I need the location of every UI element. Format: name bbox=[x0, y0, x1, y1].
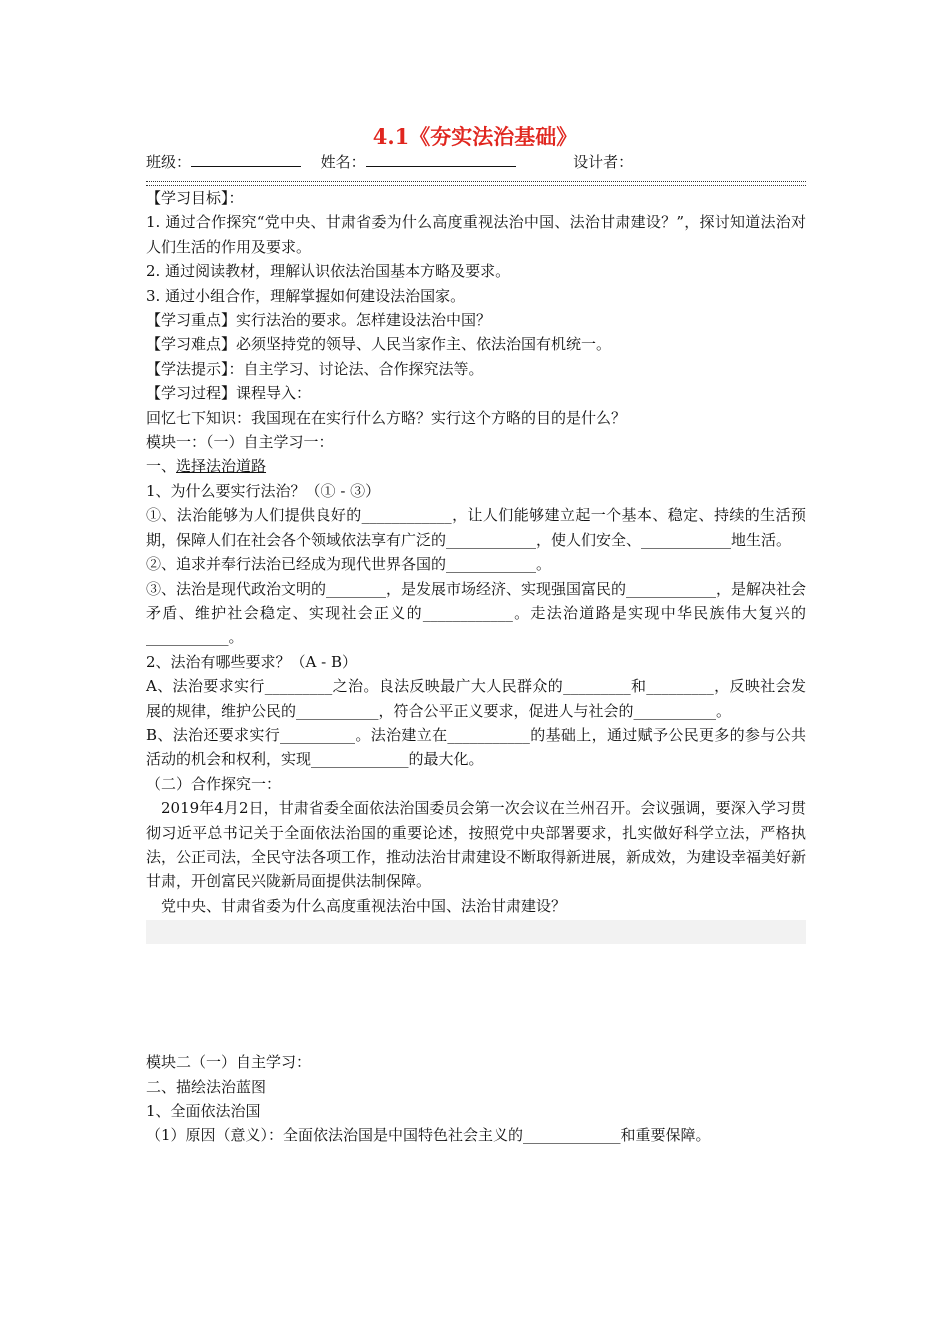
name-label: 姓名： bbox=[320, 153, 366, 171]
section-title: 二、描绘法治蓝图 bbox=[146, 1077, 267, 1096]
designer-label: 设计者： bbox=[573, 153, 634, 171]
paragraph: 【学法提示】：自主学习、讨论法、合作探究法等。 bbox=[146, 359, 484, 378]
fill-in-paragraph: B、法治还要求实行__________。法治建立在___________的基础上，通过赋予公民更多的参与公共活动的机会和权利，实现_____________的最大化。 bbox=[146, 725, 806, 769]
case-paragraph: 2019年4月2日，甘肃省委全面依法治国委员会第一次会议在兰州召开。会议强调，要深入学习贯彻习近平总书记关于全面依法治国的重要论述，按照党中央部署要求，扎实做好科学立法，严格执法，公正司法，全民守法各项工作，推动法治甘肃建设不断取得新进展，新成效，为建设幸福美好新甘肃，开创富民兴陇新局面提供法制保障。 bbox=[146, 799, 807, 891]
question: 1、为什么要实行法治？（① - ③） bbox=[146, 481, 381, 500]
blank-space bbox=[146, 944, 806, 1050]
section-number: 一、 bbox=[146, 457, 177, 476]
name-blank[interactable] bbox=[366, 152, 516, 167]
discussion-question: 党中央、甘肃省委为什么高度重视法治中国、法治甘肃建设？ bbox=[161, 896, 567, 915]
question: 2、法治有哪些要求？（A - B） bbox=[146, 652, 358, 671]
paragraph: 1. 通过合作探究“党中央、甘肃省委为什么高度重视法治中国、法治甘肃建设？”，探讨知道法治对人们生活的作用及要求。 bbox=[146, 213, 806, 256]
section-title bbox=[146, 454, 806, 478]
answer-area[interactable] bbox=[146, 920, 806, 944]
subsection-heading: 1、全面依法治国 bbox=[146, 1102, 261, 1120]
class-label: 班级： bbox=[146, 153, 192, 171]
fill-in-paragraph: （1）原因（意义）：全面依法治国是中国特色社会主义的_____________和重要保障。 bbox=[146, 1126, 711, 1145]
document-body bbox=[146, 186, 806, 1148]
class-blank[interactable] bbox=[191, 152, 301, 167]
header-fields bbox=[146, 152, 806, 172]
paragraph: 【学习过程】课程导入： bbox=[146, 384, 312, 403]
paragraph: 【学习重点】实行法治的要求。怎样建设法治中国？ bbox=[146, 311, 492, 330]
paragraph: 回忆七下知识：我国现在在实行什么方略？实行这个方略的目的是什么？ bbox=[146, 408, 627, 427]
paragraph: 【学习难点】必须坚持党的领导、人民当家作主、依法治国有机统一。 bbox=[146, 335, 612, 354]
fill-in-paragraph: ②、追求并奉行法治已经成为现代世界各国的____________。 bbox=[146, 555, 552, 574]
paragraph: 3. 通过小组合作，理解掌握如何建设法治国家。 bbox=[146, 286, 466, 305]
subsection-heading: （二）合作探究一： bbox=[146, 774, 282, 793]
section-heading: 【学习目标】： bbox=[146, 189, 244, 207]
paragraph: 2. 通过阅读教材，理解认识依法治国基本方略及要求。 bbox=[146, 262, 511, 281]
section-title-text: 选择法治道路 bbox=[176, 457, 267, 476]
fill-in-paragraph: ③、法治是现代政治文明的________，是发展市场经济、实现强国富民的____________，是解决社会矛盾、维护社会稳定、实现社会正义的____________。走法治道路是实现中华民族伟大复兴的___________。 bbox=[146, 579, 807, 647]
fill-in-paragraph: A、法治要求实行_________之治。良法反映最广大人民群众的_________和_________，反映社会发展的规律，维护公民的___________，符合公平正义要求，促进人与社会的___________。 bbox=[146, 677, 806, 720]
module-heading: 模块一：（一）自主学习一： bbox=[146, 433, 334, 452]
fill-in-paragraph: ①、法治能够为人们提供良好的____________，让人们能够建立起一个基本、稳定、持续的生活预期，保障人们在社会各个领域依法享有广泛的____________，使人们安全、____________地生活。 bbox=[146, 506, 806, 549]
module-heading: 模块二（一）自主学习： bbox=[146, 1053, 312, 1072]
document-title: 4.1《夯实法治基础》 bbox=[372, 124, 578, 149]
